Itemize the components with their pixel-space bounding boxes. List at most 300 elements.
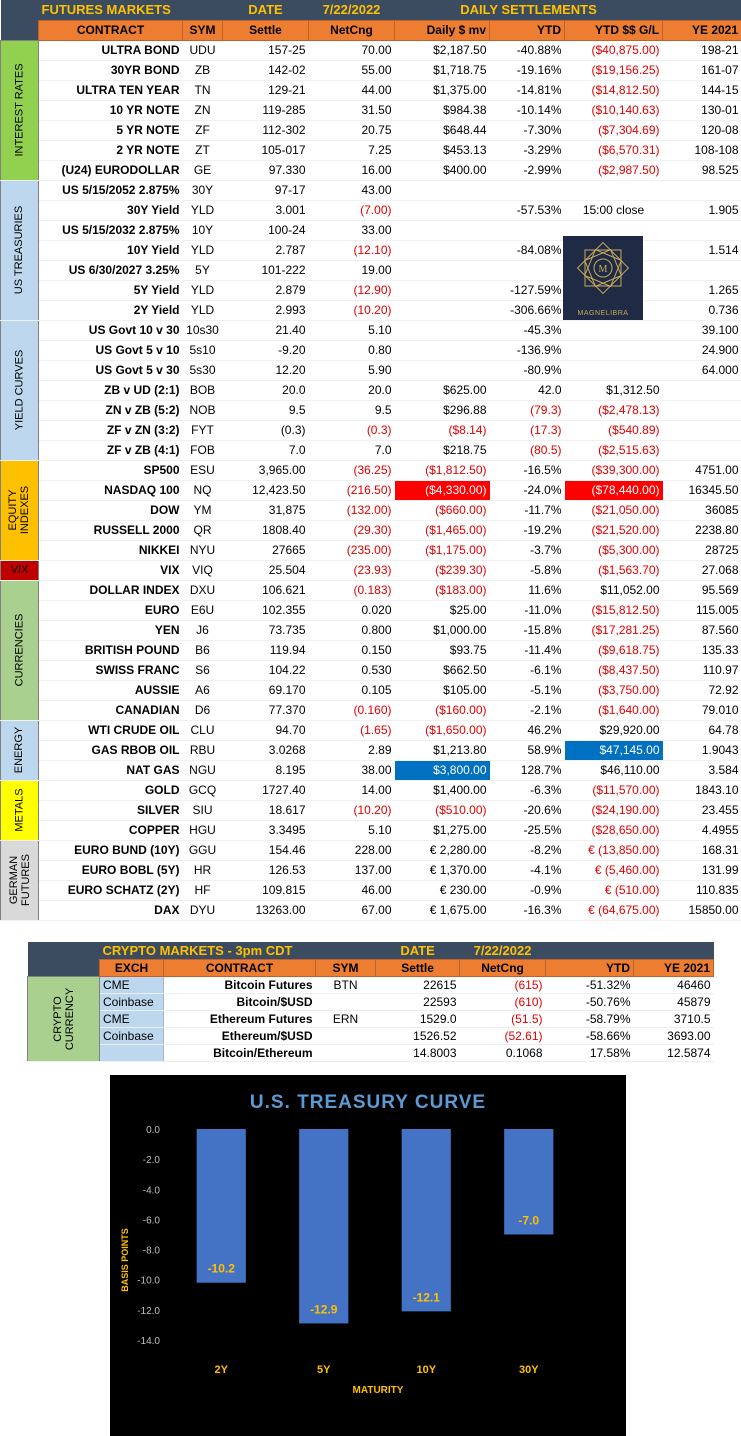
cell-settle: 7.0 [223,440,309,460]
cell-settle: 13263.00 [223,900,309,920]
cell-contract: 30Y Yield [39,200,183,220]
cell-contract: ULTRA TEN YEAR [39,80,183,100]
crypto-col-sym: SYM [316,959,376,976]
cell-netcng: (36.25) [309,460,395,480]
title-row [1,0,741,20]
cell-netcng: 137.00 [309,860,395,880]
cell-netcng: 7.0 [309,440,395,460]
crypto-cell-contract: Ethereum/$USD [164,1027,316,1044]
section-label [1,780,39,840]
cell-ytd: -57.53% [490,200,565,220]
cell-sym: B6 [183,640,223,660]
cell-ytd [490,180,565,200]
cell-settle: 27665 [223,540,309,560]
crypto-cell-netcng: (615) [460,976,546,993]
cell-ytd: -15.8% [490,620,565,640]
cell-contract: 30YR BOND [39,60,183,80]
cell-contract: 10Y Yield [39,240,183,260]
crypto-cell-ytd: -58.66% [546,1027,634,1044]
svg-text:M: M [598,264,608,275]
cell-ye2021: 72.92 [663,680,741,700]
cell-ytd: -14.81% [490,80,565,100]
cell-ytd-gl: ($21,520.00) [565,520,663,540]
cell-ye2021: 1.905 [663,200,741,220]
cell-sym: E6U [183,600,223,620]
cell-sym: ESU [183,460,223,480]
cell-ytd: -0.9% [490,880,565,900]
cell-sym: YM [183,500,223,520]
crypto-title-row [28,942,714,959]
crypto-cell-exch: Coinbase [100,993,164,1010]
section-label [1,320,39,460]
cell-contract: COPPER [39,820,183,840]
cell-ytd: 46.2% [490,720,565,740]
cell-daily-mv: $625.00 [395,380,490,400]
table-row [1,440,741,460]
crypto-cell-ye2021: 12.5874 [634,1044,714,1061]
cell-ye2021 [663,220,741,240]
cell-netcng: 0.105 [309,680,395,700]
table-row [1,680,741,700]
cell-ytd: (79.3) [490,400,565,420]
cell-ytd-gl: $11,052.00 [565,580,663,600]
cell-netcng: 0.020 [309,600,395,620]
cell-settle: 126.53 [223,860,309,880]
cell-daily-mv: $3,800.00 [395,760,490,780]
crypto-col-exch: EXCH [100,959,164,976]
cell-ye2021: 161-07 [663,60,741,80]
crypto-col-ye2021: YE 2021 [634,959,714,976]
cell-settle: 1727.40 [223,780,309,800]
cell-ytd-gl: ($9,618.75) [565,640,663,660]
magnelibra-logo [563,236,643,320]
cell-settle: -9.20 [223,340,309,360]
cell-contract: WTI CRUDE OIL [39,720,183,740]
cell-ye2021: 23.455 [663,800,741,820]
cell-contract: SWISS FRANC [39,660,183,680]
cell-contract: SILVER [39,800,183,820]
cell-ytd-gl: ($24,190.00) [565,800,663,820]
cell-ytd: -2.1% [490,700,565,720]
cell-netcng: 2.89 [309,740,395,760]
cell-sym: FOB [183,440,223,460]
treasury-curve-chart [110,1075,626,1436]
cell-contract: EURO [39,600,183,620]
cell-ytd: -80.9% [490,360,565,380]
cell-ytd: -5.8% [490,560,565,580]
table-row [1,480,741,500]
table-row [1,40,741,60]
y-tick-label: -8.0 [142,1245,160,1257]
cell-netcng: 5.10 [309,820,395,840]
cell-daily-mv: ($510.00) [395,800,490,820]
cell-sym: 10Y [183,220,223,240]
cell-contract: EURO BUND (10Y) [39,840,183,860]
cell-ye2021 [663,180,741,200]
cell-daily-mv: $93.75 [395,640,490,660]
cell-daily-mv: ($8.14) [395,420,490,440]
crypto-cell-sym: ERN [316,1010,376,1027]
cell-ytd-gl: ($5,300.00) [565,540,663,560]
cell-settle: 12.20 [223,360,309,380]
cell-ytd-gl: ($6,570.31) [565,140,663,160]
cell-netcng: 44.00 [309,80,395,100]
cell-netcng: 0.80 [309,340,395,360]
cell-sym: CLU [183,720,223,740]
cell-contract: BRITISH POUND [39,640,183,660]
table-row [1,660,741,680]
cell-ye2021: 1.265 [663,280,741,300]
cell-contract: RUSSELL 2000 [39,520,183,540]
cell-settle: 100-24 [223,220,309,240]
y-tick-label: -2.0 [142,1155,160,1167]
table-row [1,200,741,220]
cell-ytd: -19.16% [490,60,565,80]
cell-sym: J6 [183,620,223,640]
cell-daily-mv [395,180,490,200]
section-label-text: INTEREST RATES [13,63,26,157]
cell-ytd: -7.30% [490,120,565,140]
cell-daily-mv: $453.13 [395,140,490,160]
cell-daily-mv [395,360,490,380]
cell-settle: 73.735 [223,620,309,640]
crypto-date-label: DATE [376,942,460,959]
cell-settle: 3.001 [223,200,309,220]
cell-ytd-gl [565,340,663,360]
cell-netcng: 228.00 [309,840,395,860]
section-label [1,460,39,560]
crypto-cell-exch: Coinbase [100,1027,164,1044]
cell-settle: 20.0 [223,380,309,400]
cell-ye2021: 28725 [663,540,741,560]
crypto-table [27,942,714,1062]
cell-contract: 5Y Yield [39,280,183,300]
cell-contract: NIKKEI [39,540,183,560]
cell-netcng: 9.5 [309,400,395,420]
cell-netcng: (132.00) [309,500,395,520]
cell-netcng: 20.0 [309,380,395,400]
cell-ye2021: 110.835 [663,880,741,900]
cell-sym: A6 [183,680,223,700]
cell-contract: GAS RBOB OIL [39,740,183,760]
cell-ye2021: 135.33 [663,640,741,660]
cell-ytd: -8.2% [490,840,565,860]
col-settle: Settle [223,20,309,40]
cell-daily-mv: ($1,812.50) [395,460,490,480]
cell-ye2021: 120-08 [663,120,741,140]
cell-daily-mv [395,260,490,280]
y-tick-label: -14.0 [137,1336,160,1347]
cell-sym: DXU [183,580,223,600]
cell-ytd: -24.0% [490,480,565,500]
table-row [1,880,741,900]
cell-settle: 3,965.00 [223,460,309,480]
crypto-markets-panel [27,942,713,1068]
crypto-date: 7/22/2022 [460,942,546,959]
cell-daily-mv: $1,000.00 [395,620,490,640]
cell-ytd: -306.66% [490,300,565,320]
cell-daily-mv: ($4,330.00) [395,480,490,500]
cell-ytd: -45.3% [490,320,565,340]
cell-contract: EURO BOBL (5Y) [39,860,183,880]
cell-ytd: -5.1% [490,680,565,700]
col-ytd-gl: YTD $$ G/L [565,20,663,40]
table-row [28,993,714,1010]
cell-netcng: (0.183) [309,580,395,600]
cell-settle: 3.3495 [223,820,309,840]
cell-daily-mv: $1,275.00 [395,820,490,840]
table-row [1,80,741,100]
cell-contract: VIX [39,560,183,580]
crypto-cell-contract: Bitcoin Futures [164,976,316,993]
cell-netcng: 70.00 [309,40,395,60]
table-row [28,1044,714,1061]
crypto-cell-contract: Bitcoin/$USD [164,993,316,1010]
table-row [1,760,741,780]
cell-sym: NQ [183,480,223,500]
cell-contract: EURO SCHATZ (2Y) [39,880,183,900]
crypto-cell-sym [316,1027,376,1044]
cell-ye2021: 198-21 [663,40,741,60]
cell-ye2021: 1843.10 [663,780,741,800]
cell-daily-mv: $105.00 [395,680,490,700]
crypto-cell-exch [100,1044,164,1061]
col-daily-mv: Daily $ mv [395,20,490,40]
col-ytd: YTD [490,20,565,40]
table-row [1,580,741,600]
section-label [1,580,39,720]
cell-contract: 10 YR NOTE [39,100,183,120]
cell-netcng: 7.25 [309,140,395,160]
cell-daily-mv: € 2,280.00 [395,840,490,860]
cell-daily-mv: ($660.00) [395,500,490,520]
table-row [1,600,741,620]
cell-sym: SIU [183,800,223,820]
cell-contract: ZN v ZB (5:2) [39,400,183,420]
cell-settle: 3.0268 [223,740,309,760]
cell-netcng: (216.50) [309,480,395,500]
cell-daily-mv [395,320,490,340]
data-label: -10.2 [207,1261,235,1276]
cell-sym: VIQ [183,560,223,580]
cell-settle: 119.94 [223,640,309,660]
cell-settle: 25.504 [223,560,309,580]
cell-settle: 21.40 [223,320,309,340]
cell-ytd: -40.88% [490,40,565,60]
cell-sym: YLD [183,300,223,320]
cell-ye2021: 15850.00 [663,900,741,920]
table-row [1,360,741,380]
cell-sym: ZB [183,60,223,80]
cell-daily-mv: $648.44 [395,120,490,140]
cell-daily-mv [395,240,490,260]
section-label-text: CURRENCIES [13,613,26,687]
cell-sym: 30Y [183,180,223,200]
cell-ytd-gl: ($2,515.63) [565,440,663,460]
date-value: 7/22/2022 [309,0,395,20]
cell-ye2021: 87.560 [663,620,741,640]
table-row [1,60,741,80]
cell-contract: NAT GAS [39,760,183,780]
cell-settle: 102.355 [223,600,309,620]
chart-marks [137,1125,553,1376]
cell-sym: GGU [183,840,223,860]
cell-ye2021: 98.525 [663,160,741,180]
cell-daily-mv [395,220,490,240]
cell-ytd-gl: ($28,650.00) [565,820,663,840]
cell-ye2021: 64.78 [663,720,741,740]
table-row [1,520,741,540]
x-tick-label: 5Y [317,1364,331,1376]
cell-contract: US 5/15/2032 2.875% [39,220,183,240]
bar-10y [402,1129,451,1311]
cell-daily-mv: $296.88 [395,400,490,420]
daily-settlements-title: DAILY SETTLEMENTS [395,0,663,20]
cell-ye2021: 16345.50 [663,480,741,500]
cell-daily-mv: $984.38 [395,100,490,120]
crypto-cell-ytd: -58.79% [546,1010,634,1027]
cell-daily-mv: $662.50 [395,660,490,680]
cell-ytd-gl: ($7,304.69) [565,120,663,140]
cell-ye2021: 95.569 [663,580,741,600]
section-label-text: EQUITY INDEXES [7,485,32,535]
x-tick-label: 2Y [214,1364,228,1376]
cell-netcng: 0.800 [309,620,395,640]
crypto-cell-ytd: 17.58% [546,1044,634,1061]
cell-settle: 9.5 [223,400,309,420]
cell-netcng: (12.10) [309,240,395,260]
cell-settle: 8.195 [223,760,309,780]
section-label [1,40,39,180]
cell-sym: 10s30 [183,320,223,340]
cell-daily-mv: $400.00 [395,160,490,180]
col-ye2021: YE 2021 [663,20,741,40]
cell-netcng: 33.00 [309,220,395,240]
cell-settle: 77.370 [223,700,309,720]
cell-netcng: (0.160) [309,700,395,720]
cell-netcng: 46.00 [309,880,395,900]
cell-ye2021: 1.514 [663,240,741,260]
table-row [1,740,741,760]
cell-netcng: (1.65) [309,720,395,740]
cell-sym: 5s30 [183,360,223,380]
cell-ytd-gl: $47,145.00 [565,740,663,760]
cell-ytd-gl: € (64,675.00) [565,900,663,920]
cell-ytd: -84.08% [490,240,565,260]
cell-daily-mv: ($1,650.00) [395,720,490,740]
table-row [1,620,741,640]
cell-sym: NGU [183,760,223,780]
cell-contract: US Govt 5 v 30 [39,360,183,380]
cell-ytd: 11.6% [490,580,565,600]
crypto-cell-ye2021: 3693.00 [634,1027,714,1044]
crypto-col-settle: Settle [376,959,460,976]
cell-ye2021: 4.4955 [663,820,741,840]
data-label: -7.0 [518,1213,540,1228]
cell-ytd: 128.7% [490,760,565,780]
cell-settle: 2.787 [223,240,309,260]
treasury-curve-svg [110,1075,626,1436]
table-row [1,700,741,720]
cell-ye2021: 39.100 [663,320,741,340]
table-row [1,340,741,360]
crypto-column-header-row [28,959,714,976]
crypto-cell-sym [316,993,376,1010]
cell-settle: (0.3) [223,420,309,440]
crypto-cell-settle: 1529.0 [376,1010,460,1027]
crypto-cell-ye2021: 3710.5 [634,1010,714,1027]
cell-contract: SP500 [39,460,183,480]
cell-contract: US Govt 5 v 10 [39,340,183,360]
y-tick-label: -4.0 [142,1185,160,1197]
cell-netcng: (23.93) [309,560,395,580]
cell-daily-mv [395,200,490,220]
table-row [1,140,741,160]
cell-ytd-gl: ($8,437.50) [565,660,663,680]
table-row [1,540,741,560]
table-row [28,976,714,993]
data-label: -12.1 [412,1290,440,1305]
cell-ytd-gl: ($19,156.25) [565,60,663,80]
cell-settle: 97.330 [223,160,309,180]
cell-ytd-gl: € (510.00) [565,880,663,900]
cell-ye2021: 0.736 [663,300,741,320]
cell-daily-mv: $218.75 [395,440,490,460]
cell-contract: ZF v ZN (3:2) [39,420,183,440]
logo-text: MAGNELIBRA [577,310,629,317]
cell-contract: ULTRA BOND [39,40,183,60]
cell-ye2021: 2238.80 [663,520,741,540]
crypto-cell-netcng: (51.5) [460,1010,546,1027]
cell-sym: HGU [183,820,223,840]
x-tick-label: 30Y [518,1364,539,1376]
cell-netcng: 20.75 [309,120,395,140]
page-title: FUTURES MARKETS [39,0,223,20]
cell-ytd-gl: ($11,570.00) [565,780,663,800]
cell-ye2021 [663,380,741,400]
section-label [1,180,39,320]
cell-ytd: -2.99% [490,160,565,180]
cell-contract: YEN [39,620,183,640]
cell-netcng: 67.00 [309,900,395,920]
cell-ytd-gl: 15:00 close [565,200,663,220]
cell-contract: 5 YR NOTE [39,120,183,140]
cell-settle: 18.617 [223,800,309,820]
cell-ytd: -11.7% [490,500,565,520]
cell-netcng: (29.30) [309,520,395,540]
cell-daily-mv: € 1,370.00 [395,860,490,880]
crypto-section-label [28,976,100,1061]
cell-netcng: (10.20) [309,800,395,820]
crypto-cell-ytd: -50.76% [546,993,634,1010]
cell-netcng: (7.00) [309,200,395,220]
cell-daily-mv [395,300,490,320]
cell-ytd: -20.6% [490,800,565,820]
cell-netcng: 5.90 [309,360,395,380]
cell-sym: FYT [183,420,223,440]
table-row [1,820,741,840]
x-tick-label: 10Y [416,1364,437,1376]
cell-sym: 5s10 [183,340,223,360]
cell-netcng: (12.90) [309,280,395,300]
cell-ytd-gl [565,320,663,340]
cell-ytd: -25.5% [490,820,565,840]
cell-ytd: 58.9% [490,740,565,760]
cell-ytd-gl: ($1,640.00) [565,700,663,720]
cell-netcng: 0.150 [309,640,395,660]
cell-daily-mv: € 1,675.00 [395,900,490,920]
cell-contract: CANADIAN [39,700,183,720]
